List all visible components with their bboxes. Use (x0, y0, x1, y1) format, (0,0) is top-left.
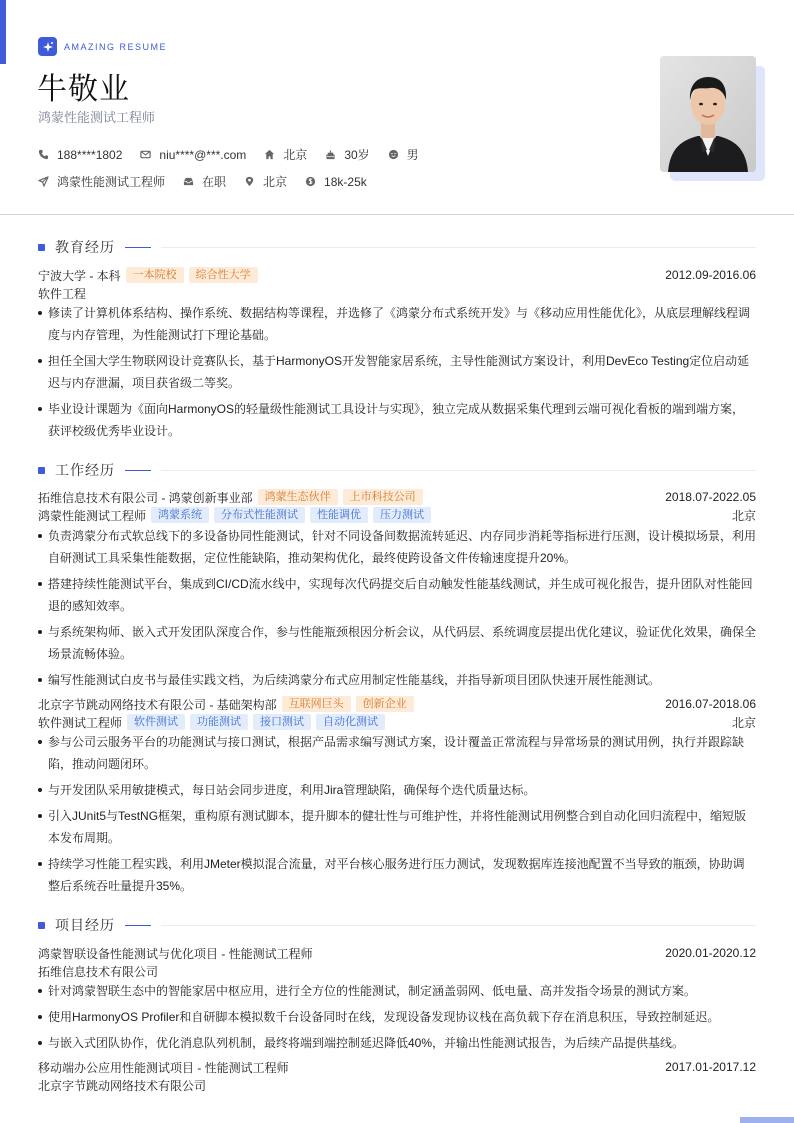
skill-tag: 分布式性能测试 (214, 507, 305, 523)
section-marker (38, 244, 45, 251)
work-location: 北京 (731, 715, 756, 730)
project-name: 移动端办公应用性能测试项目 - 性能测试工程师 (38, 1060, 289, 1075)
company-tag: 鸿蒙生态伙伴 (258, 489, 338, 505)
project-header (38, 1058, 756, 1076)
project-name: 鸿蒙智联设备性能测试与优化项目 - 性能测试工程师 (38, 946, 313, 961)
intent-status (183, 173, 226, 190)
brand-label: AMAZING RESUME (64, 41, 168, 52)
contact-city (264, 146, 307, 163)
job-role: 鸿蒙性能测试工程师 (38, 508, 147, 523)
work-company-row (38, 695, 756, 713)
section-title: 教育经历 (55, 239, 115, 255)
list-item: 与系统架构师、嵌入式开发团队深度合作，参与性能瓶颈根因分析会议，从代码层、系统调度层提出优化建议，验证优化效果，确保全场景流畅体验。 (38, 621, 756, 665)
accent-bar (0, 0, 6, 64)
project-company: 北京字节跳动网络技术有限公司 (38, 1078, 207, 1093)
list-item: 修读了计算机体系结构、操作系统、数据结构等课程，并选修了《鸿蒙分布式系统开发》与《移动应用性能优化》，从底层理解线程调度与内存管理，为性能测试打下理论基础。 (38, 302, 756, 346)
contact-email (140, 148, 246, 162)
work-bullets (38, 525, 756, 695)
education-header (38, 266, 756, 284)
section-rule (161, 470, 756, 471)
intent-row (38, 173, 367, 190)
school-name: 宁波大学 - 本科 (38, 268, 121, 283)
phone-icon (38, 149, 49, 160)
project-company-row (38, 1076, 756, 1094)
money-icon (305, 176, 316, 187)
project-company-row (38, 962, 756, 980)
section-stub (125, 470, 151, 471)
list-item: 持续学习性能工程实践，利用JMeter模拟混合流量，对平台核心服务进行压力测试，发现数据库连接池配置不当导致的瓶颈，协助调整后系统吞吐量提升35%。 (38, 853, 756, 897)
list-item: 引入JUnit5与TestNG框架，重构原有测试脚本，提升脚本的健壮性与可维护性，并将性能测试用例整合到自动化回归流程中，缩短版本发布周期。 (38, 805, 756, 849)
salary-value: 18k-25k (324, 174, 367, 189)
project-header (38, 944, 756, 962)
project-period: 2020.01-2020.12 (665, 946, 756, 960)
candidate-title: 鸿蒙性能测试工程师 (38, 110, 156, 125)
contact-gender (388, 146, 419, 163)
skill-tag: 自动化测试 (316, 714, 385, 730)
work-period: 2016.07-2018.06 (665, 697, 756, 711)
work-bullets (38, 731, 756, 901)
profile-photo (660, 56, 756, 172)
user-icon (388, 149, 399, 160)
section-title: 工作经历 (55, 462, 115, 478)
bottom-accent-bar (740, 1117, 794, 1123)
section-header-projects (38, 916, 756, 934)
list-item: 毕业设计课题为《面向HarmonyOS的轻量级性能测试工具设计与实现》，独立完成从数据采集代理到云端可视化看板的端到端方案，获评校级优秀毕业设计。 (38, 398, 756, 442)
location-pin-icon (244, 176, 255, 187)
project-company: 拓维信息技术有限公司 (38, 964, 159, 979)
company-name: 北京字节跳动网络技术有限公司 - 基础架构部 (38, 697, 277, 712)
work-period: 2018.07-2022.05 (665, 490, 756, 504)
education-bullets (38, 302, 756, 446)
list-item: 搭建持续性能测试平台，集成到CI/CD流水线中，实现每次代码提交后自动触发性能基线测试，并生成可视化报告，提升团队对性能回退的感知效率。 (38, 573, 756, 617)
section-rule (161, 925, 756, 926)
section-stub (125, 925, 151, 926)
phone-value: 188****1802 (57, 147, 123, 162)
inbox-icon (183, 176, 194, 187)
intent-salary (305, 175, 367, 189)
skill-tag: 接口测试 (253, 714, 311, 730)
contact-row (38, 146, 419, 163)
intent-position (38, 173, 165, 190)
company-name: 拓维信息技术有限公司 - 鸿蒙创新事业部 (38, 490, 253, 505)
gender-value: 男 (406, 148, 419, 162)
section-marker (38, 922, 45, 929)
education-major-row (38, 284, 756, 302)
education-major: 软件工程 (38, 286, 87, 301)
section-header-work (38, 461, 756, 479)
sparkle-icon (38, 37, 57, 56)
work-role-row (38, 713, 756, 731)
candidate-name: 牛敬业 (37, 73, 130, 106)
section-marker (38, 467, 45, 474)
company-tag: 上市科技公司 (343, 489, 423, 505)
section-header-education (38, 238, 756, 256)
company-tag: 创新企业 (356, 696, 414, 712)
cake-icon (325, 149, 336, 160)
company-tag: 互联网巨头 (282, 696, 351, 712)
list-item: 与开发团队采用敏捷模式，每日站会同步进度，利用Jira管理缺陷，确保每个迭代质量达标。 (38, 779, 756, 801)
work-location: 北京 (731, 508, 756, 523)
city-value: 北京 (283, 148, 308, 162)
list-item: 使用HarmonyOS Profiler和自研脚本模拟数千台设备同时在线，发现设备发现协议栈在高负载下存在消息积压，导致控制延迟。 (38, 1006, 756, 1028)
age-value: 30岁 (344, 148, 370, 162)
skill-tag: 压力测试 (373, 507, 431, 523)
project-bullets (38, 980, 756, 1058)
contact-age (325, 146, 369, 163)
list-item: 编写性能测试白皮书与最佳实践文档，为后续鸿蒙分布式应用制定性能基线，并指导新项目团队快速开展性能测试。 (38, 669, 756, 691)
section-stub (125, 247, 151, 248)
section-rule (161, 247, 756, 248)
mail-icon (140, 149, 151, 160)
skill-tag: 性能调优 (310, 507, 368, 523)
education-period: 2012.09-2016.06 (665, 268, 756, 282)
project-period: 2017.01-2017.12 (665, 1060, 756, 1074)
school-tag: 综合性大学 (189, 267, 258, 283)
skill-tag: 功能测试 (190, 714, 248, 730)
list-item: 参与公司云服务平台的功能测试与接口测试，根据产品需求编写测试方案，设计覆盖正常流程与异常场景的测试用例，执行并跟踪缺陷，推动问题闭环。 (38, 731, 756, 775)
list-item: 针对鸿蒙智联生态中的智能家居中枢应用，进行全方位的性能测试，制定涵盖弱网、低电量、高并发指令场景的测试方案。 (38, 980, 756, 1002)
skill-tag: 软件测试 (127, 714, 185, 730)
brand (38, 37, 167, 56)
job-role: 软件测试工程师 (38, 715, 123, 730)
header-divider (0, 214, 794, 215)
work-company-row (38, 488, 756, 506)
contact-phone (38, 148, 122, 162)
skill-tag: 鸿蒙系统 (151, 507, 209, 523)
status-value: 在职 (202, 175, 227, 189)
list-item: 负责鸿蒙分布式软总线下的多设备协同性能测试，针对不同设备间数据流转延迟、内存同步消耗等指标进行压测，设计模拟场景，利用自研测试工具采集性能数据，定位性能缺陷，推动架构优化，最终使跨设备文件传输速度提升20%。 (38, 525, 756, 569)
email-value: niu****@***.com (159, 147, 247, 162)
work-role-row (38, 506, 756, 524)
section-title: 项目经历 (55, 917, 115, 933)
list-item: 担任全国大学生物联网设计竞赛队长，基于HarmonyOS开发智能家居系统，主导性能测试方案设计，利用DevEco Testing定位启动延迟与内存泄漏，项目获省级二等奖。 (38, 350, 756, 394)
school-tag: 一本院校 (126, 267, 184, 283)
home-icon (264, 149, 275, 160)
location-value: 北京 (263, 175, 288, 189)
list-item: 与嵌入式团队协作，优化消息队列机制，最终将端到端控制延迟降低40%，并输出性能测试报告，为后续产品提供基线。 (38, 1032, 756, 1054)
intent-location (244, 173, 287, 190)
position-value: 鸿蒙性能测试工程师 (57, 175, 166, 189)
send-icon (38, 176, 49, 187)
